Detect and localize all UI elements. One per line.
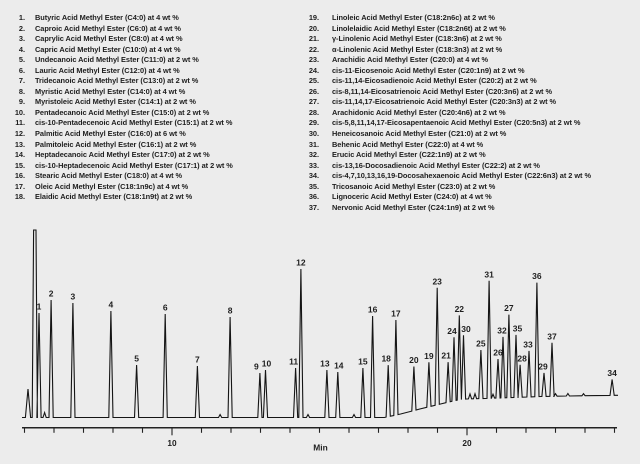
legend-item-number: 15. <box>14 160 25 170</box>
legend-item-label: Elaidic Acid Methyl Ester (C18:1n9t) at 2 wt % <box>35 192 193 202</box>
peak-label-35: 35 <box>512 323 523 334</box>
legend-item-label: Nervonic Acid Methyl Ester (C24:1n9) at 2 wt % <box>332 202 495 212</box>
legend-item-number: 10. <box>14 107 25 117</box>
legend-item-number: 25. <box>308 76 319 86</box>
legend-item-label: Butyric Acid Methyl Ester (C4:0) at 4 wt % <box>35 13 179 22</box>
legend-item-number: 29. <box>308 118 319 128</box>
legend-item-label: Caprylic Acid Methyl Ester (C8:0) at 4 wt % <box>35 34 183 44</box>
peak-label-37: 37 <box>547 331 557 342</box>
x-axis <box>22 428 617 453</box>
legend-item-number: 13. <box>14 139 25 149</box>
legend-item-number: 4. <box>18 44 25 54</box>
legend-item-label: Tridecanoic Acid Methyl Ester (C13:0) at 2 wt % <box>35 76 199 86</box>
peak-label-3: 3 <box>70 291 76 302</box>
legend-item-label: cis-10-Pentadecenoic Acid Methyl Ester (C15:1) at 2 wt % <box>35 118 233 128</box>
peak-label-33: 33 <box>523 339 533 350</box>
peak-label-24: 24 <box>447 325 457 336</box>
legend-item-number: 27. <box>308 97 319 107</box>
peak-label-34: 34 <box>607 367 617 378</box>
legend-item-label: Oleic Acid Methyl Ester (C18:1n9c) at 4 wt % <box>35 181 189 191</box>
peak-label-16: 16 <box>367 304 378 315</box>
peak-label-23: 23 <box>432 276 442 287</box>
legend-item-number: 12. <box>14 129 25 139</box>
legend-item-label: Linoleic Acid Methyl Ester (C18:2n6c) at 2 wt % <box>332 13 495 22</box>
peak-label-26: 26 <box>493 347 503 358</box>
legend-item-label: cis-5,8,11,14,17-Eicosapentaenoic Acid Methyl Ester (C20:5n3) at 2 wt % <box>332 118 581 128</box>
legend-item-number: 2. <box>18 23 25 33</box>
peak-label-28: 28 <box>517 353 527 364</box>
legend-item-number: 5. <box>18 55 25 65</box>
legend-item-number: 9. <box>18 97 25 107</box>
legend-item-number: 20. <box>308 23 319 33</box>
peak-label-31: 31 <box>484 269 494 280</box>
legend-item-number: 30. <box>308 129 319 139</box>
legend-item-label: cis-11,14-Eicosadienoic Acid Methyl Ester (C20:2) at 2 wt % <box>332 76 537 86</box>
peak-label-10: 10 <box>261 358 272 369</box>
legend-item-number: 22. <box>308 44 319 54</box>
peak-label-2: 2 <box>48 288 54 299</box>
legend-item-label: Myristoleic Acid Methyl Ester (C14:1) at 2 wt % <box>35 97 196 107</box>
legend-item-number: 17. <box>14 181 25 191</box>
legend-item-number: 37. <box>308 202 319 212</box>
peak-label-36: 36 <box>532 271 542 282</box>
legend-item-number: 28. <box>308 107 319 117</box>
legend-item-label: cis-4,7,10,13,16,19-Docosahexaenoic Acid Methyl Ester (C22:6n3) at 2 wt % <box>332 171 591 181</box>
legend-item-label: Heptadecanoic Acid Methyl Ester (C17:0) at 2 wt % <box>35 150 210 160</box>
legend-item-label: Caproic Acid Methyl Ester (C6:0) at 4 wt % <box>35 23 181 33</box>
peak-label-5: 5 <box>134 353 139 364</box>
peak-label-4: 4 <box>108 299 114 310</box>
peak-label-27: 27 <box>504 303 514 314</box>
peak-label-1: 1 <box>36 301 42 312</box>
legend-item-number: 11. <box>15 118 25 128</box>
legend-item-label: Stearic Acid Methyl Ester (C18:0) at 4 wt % <box>35 171 183 181</box>
legend-item-label: Erucic Acid Methyl Ester (C22:1n9) at 2 wt % <box>332 150 486 160</box>
legend-item-number: 26. <box>308 86 319 96</box>
legend-item-number: 33. <box>308 160 319 170</box>
peak-label-14: 14 <box>334 360 344 371</box>
peak-label-15: 15 <box>358 356 368 367</box>
legend-item-number: 16. <box>14 171 25 181</box>
x-axis-ticks <box>25 428 615 435</box>
chromatogram-trace <box>22 230 618 418</box>
legend-item-number: 32. <box>308 150 319 160</box>
legend-item-label: Myristic Acid Methyl Ester (C14:0) at 4 wt % <box>35 86 186 96</box>
legend-item-number: 31. <box>308 139 319 149</box>
legend-item-label: cis-11,14,17-Eicosatrienoic Acid Methyl Ester (C20:3n3) at 2 wt % <box>332 97 557 107</box>
legend-item-label: Lignoceric Acid Methyl Ester (C24:0) at 4 wt % <box>332 192 492 202</box>
legend-item-label: γ-Linolenic Acid Methyl Ester (C18:3n6) at 2 wt % <box>332 34 502 44</box>
x-axis-title: Min <box>313 442 328 453</box>
legend-item-number: 24. <box>308 65 319 75</box>
peak-label-30: 30 <box>461 323 471 334</box>
legend-item-label: Linolelaidic Acid Methyl Ester (C18:2n6t) at 2 wt % <box>332 23 506 33</box>
peak-label-17: 17 <box>391 308 401 319</box>
legend-item-number: 19. <box>308 13 319 22</box>
peak-label-18: 18 <box>381 353 391 364</box>
legend-item-label: Undecanoic Acid Methyl Ester (C11:0) at 2 wt % <box>35 55 199 65</box>
peak-label-25: 25 <box>476 338 486 349</box>
legend-item-number: 14. <box>14 150 25 160</box>
legend-item-label: cis-13,16-Docosadienoic Acid Methyl Ester (C22:2) at 2 wt % <box>332 160 540 170</box>
legend-item-label: Behenic Acid Methyl Ester (C22:0) at 4 wt % <box>332 139 484 149</box>
x-tick-label-20: 20 <box>462 438 472 448</box>
legend-item-number: 8. <box>18 86 25 96</box>
peak-label-29: 29 <box>538 361 548 372</box>
peak-label-22: 22 <box>454 303 465 314</box>
peak-label-12: 12 <box>296 257 306 268</box>
legend-item-number: 7. <box>18 76 25 86</box>
peak-label-19: 19 <box>424 350 434 361</box>
legend-item-number: 35. <box>308 181 319 191</box>
peak-label-11: 11 <box>289 356 299 367</box>
legend-item-label: cis-10-Heptadecenoic Acid Methyl Ester (C17:1) at 2 wt % <box>35 160 233 170</box>
peak-label-32: 32 <box>497 325 507 336</box>
legend-item-label: cis-11-Eicosenoic Acid Methyl Ester (C20:1n9) at 2 wt % <box>332 65 525 75</box>
legend-item-number: 6. <box>18 65 25 75</box>
peak-label-20: 20 <box>409 355 419 365</box>
legend-item-label: Arachidic Acid Methyl Ester (C20:0) at 4 wt % <box>332 55 489 65</box>
legend-item-label: Lauric Acid Methyl Ester (C12:0) at 4 wt % <box>35 65 180 75</box>
legend-item-number: 21. <box>308 34 319 44</box>
legend-item-label: Palmitoleic Acid Methyl Ester (C16:1) at 2 wt % <box>35 139 197 149</box>
legend-item-label: α-Linolenic Acid Methyl Ester (C18:3n3) at 2 wt % <box>332 44 503 54</box>
peak-label-7: 7 <box>195 354 200 365</box>
legend-item-label: Palmitic Acid Methyl Ester (C16:0) at 6 wt % <box>35 129 186 139</box>
peak-label-13: 13 <box>320 358 330 369</box>
legend-item-number: 3. <box>18 34 25 44</box>
legend-item-number: 34. <box>308 171 319 181</box>
chromatogram-trace-group <box>22 230 618 418</box>
legend-item-label: Heneicosanoic Acid Methyl Ester (C21:0) at 2 wt % <box>332 129 507 139</box>
legend-item-number: 18. <box>14 192 25 202</box>
legend-item-number: 1. <box>18 13 25 22</box>
legend-item-number: 23. <box>308 55 319 65</box>
legend-item-label: Arachidonic Acid Methyl Ester (C20:4n6) at 2 wt % <box>332 107 506 117</box>
legend-item-label: Capric Acid Methyl Ester (C10:0) at 4 wt % <box>35 44 181 54</box>
peak-label-21: 21 <box>441 350 451 361</box>
peak-label-6: 6 <box>162 302 168 313</box>
legend-item-number: 36. <box>308 192 319 202</box>
legend-item-label: cis-8,11,14-Eicosatrienoic Acid Methyl Ester (C20:3n6) at 2 wt % <box>332 86 552 96</box>
legend-item-label: Tricosanoic Acid Methyl Ester (C23:0) at 2 wt % <box>332 181 496 191</box>
x-tick-label-10: 10 <box>167 438 177 448</box>
legend-item-label: Pentadecanoic Acid Methyl Ester (C15:0) at 2 wt % <box>35 107 210 117</box>
peak-label-group <box>37 258 617 378</box>
peak-label-8: 8 <box>227 305 233 316</box>
peak-label-9: 9 <box>254 361 259 372</box>
